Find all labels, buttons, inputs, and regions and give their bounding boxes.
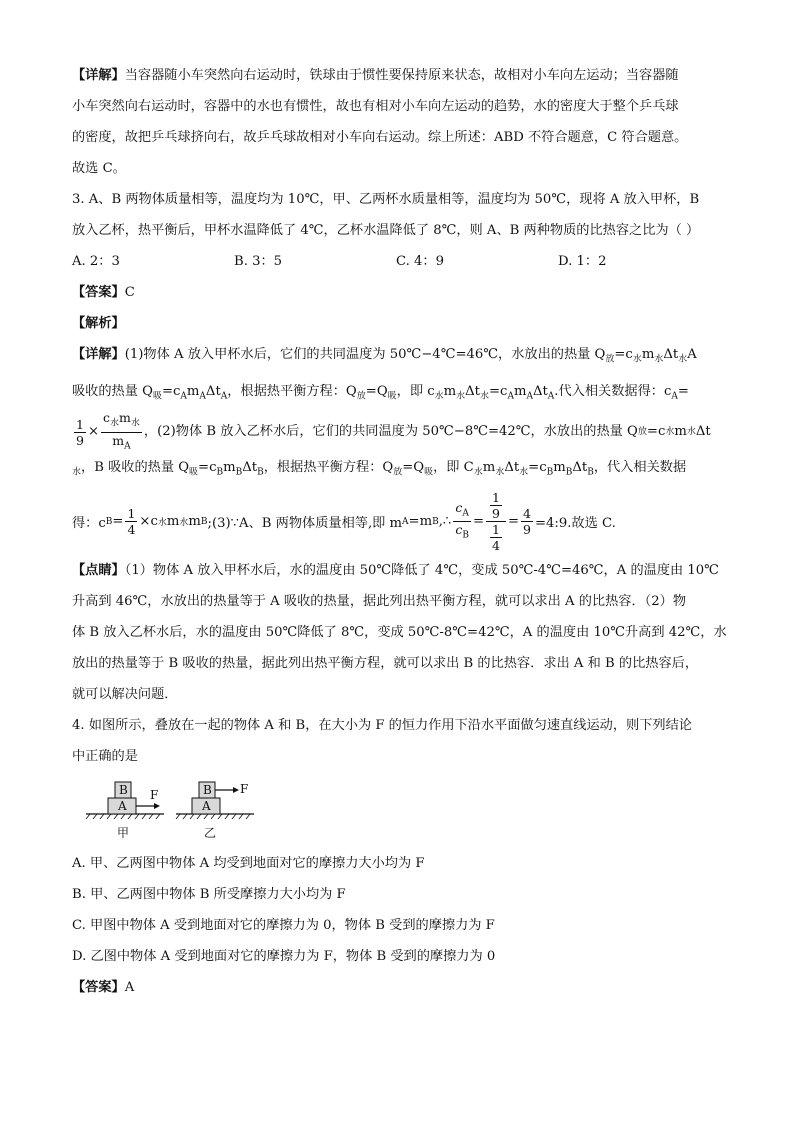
blocks-diagram — [82, 774, 262, 834]
q4-stem-line-1: 4. 如图所示，叠放在一起的物体 A 和 B，在大小为 F 的恒力作用下沿水平面做匀速直线运动，则下列结论 — [72, 717, 692, 733]
q3-detail-line-1: 【详解】(1)物体 A 放入甲杯水后，它们的共同温度为 50℃−4℃=46℃，水放出的热量 $Q_放=c_水m_水\Delta t_水A$ — [72, 347, 697, 365]
q3-answer: 【答案】C — [72, 285, 135, 300]
compound-fraction: $\frac{\frac{1}{9}}{\frac{1}{4}}$ — [486, 490, 506, 553]
label-a-yi: A — [202, 798, 211, 813]
q3-option-c: C. 4：9 — [396, 254, 444, 269]
q2-detail-line-1: 【详解】当容器随小车突然向右运动时，铁球由于惯性要保持原来状态，故相对小车向左运动；当容器随 — [72, 68, 679, 83]
q3-comment-line-3: 体 B 放入乙杯水后，水的温度由 50℃降低了 8℃，变成 50℃-8℃=42℃，A 的温度由 10℃升高到 42℃，水 — [72, 624, 727, 640]
q3-comment-line-2: 升高到 46℃，水放出的热量等于 A 吸收的热量，据此列出热平衡方程，就可以求出 A 的比热容．（2）物 — [72, 593, 687, 609]
detail-tag: 【详解】 — [72, 68, 125, 83]
label-b-yi: B — [203, 782, 212, 797]
label-yi: 乙 — [204, 825, 217, 840]
q4-option-b: B. 甲、乙两图中物体 B 所受摩擦力大小均为 F — [72, 886, 346, 902]
q3-detail-line-4: $_水$，B 吸收的热量 $Q_吸=c_Bm_B\Delta t_B$，根据热平衡方程：$Q_放=Q_吸$，即 $C_水m_水\Delta t_水=c_Bm_B\Delta t_B$，代入相关数据 — [72, 460, 687, 478]
label-force-jia: F — [150, 787, 159, 802]
fraction-one-quarter: $\frac{1}{4}$ — [127, 506, 136, 538]
q3-detail-line-2: 吸收的热量 $Q_吸=c_Am_A\Delta t_A$，根据热平衡方程：$Q_放=Q_吸$，即 $c_水m_水\Delta t_水=c_Am_A\Delta t_A$.代入相关数据得：$c_A=$ — [72, 383, 689, 402]
q2-detail-line-3: 的密度，故把乒乓球挤向右，故乒乓球故相对小车向右运动。综上所述：ABD 不符合题意，C 符合题意。 — [72, 130, 688, 145]
label-a-jia: A — [118, 798, 127, 813]
q4-option-a: A. 甲、乙两图中物体 A 均受到地面对它的摩擦力大小均为 F — [72, 855, 425, 871]
q2-detail-line-4: 故选 C。 — [72, 161, 126, 176]
label-force-yi: F — [240, 781, 249, 796]
q3-stem-line-2: 放入乙杯，热平衡后，甲杯水温降低了 4℃，乙杯水温降低了 8℃，则 A、B 两种物质的比热容之比为（ ） — [72, 223, 700, 238]
label-jia: 甲 — [117, 825, 130, 840]
q3-option-b: B. 3：5 — [234, 254, 283, 269]
q3-option-d: D. 1：2 — [558, 254, 607, 269]
q4-option-d: D. 乙图中物体 A 受到地面对它的摩擦力为 F，物体 B 受到的摩擦力为 0 — [72, 948, 496, 964]
document-page — [72, 60, 727, 1003]
q3-detail-line-3: $\frac{1}{9}$ × $\frac{c_水m_水}{m_A}$ ，(2)物体 B 放入乙杯水后，它们的共同温度为 50℃−8℃=42℃，水放出的热量 Q 放 =c 水 m 水 Δt — [72, 412, 724, 452]
fraction-ca-over-cb: $\frac{c_A}{c_B}$ — [455, 499, 469, 541]
q3-analysis-tag: 【解析】 — [72, 316, 125, 331]
fraction-one-ninth: $\frac{1}{9}$ — [76, 416, 84, 448]
q4-answer: 【答案】A — [72, 979, 135, 995]
label-b-jia: B — [119, 782, 128, 797]
q3-comment-line-4: 放出的热量等于 B 吸收的热量，据此列出热平衡方程，就可以求出 B 的比热容．求出 A 和 B 的比热容后， — [72, 655, 699, 671]
q4-stem-line-2: 中正确的是 — [72, 748, 138, 764]
fraction-cwater-mwater-over-ma: $\frac{c_水m_水}{m_A}$ — [103, 410, 140, 452]
q4-figure — [82, 774, 724, 844]
q3-stem-line-1: 3. A、B 两物体质量相等，温度均为 10℃，甲、乙两杯水质量相等，温度均为 50℃，现将 A 放入甲杯，B — [72, 192, 700, 207]
fraction-four-ninths: $\frac{4}{9}$ — [523, 506, 531, 538]
q3-detail-line-5: 得：c B = $\frac{1}{4}$ ×c 水 m 水 m B ;(3)∵A、B 两物体质量相等,即 m A =m B ,∴ $\frac{c_A}{c_B}$ = $\frac{\frac{1}{9}}{\frac{1}{4}}$ = $\frac{4}{9}$ =4:9.故选 C. — [72, 490, 616, 554]
q2-detail-line-2: 小车突然向右运动时，容器中的水也有惯性，故也有相对小车向左运动的趋势，水的密度大于整个乒乓球 — [72, 99, 679, 114]
q4-option-c: C. 甲图中物体 A 受到地面对它的摩擦力为 0，物体 B 受到的摩擦力为 F — [72, 917, 495, 933]
q3-option-a: A. 2：3 — [72, 254, 120, 269]
q3-comment-line-5: 就可以解决问题． — [72, 686, 178, 702]
q3-comment-line-1: 【点睛】（1）物体 A 放入甲杯水后，水的温度由 50℃降低了 4℃，变成 50℃-4℃=46℃，A 的温度由 10℃ — [72, 562, 719, 578]
q3-options — [72, 246, 724, 277]
